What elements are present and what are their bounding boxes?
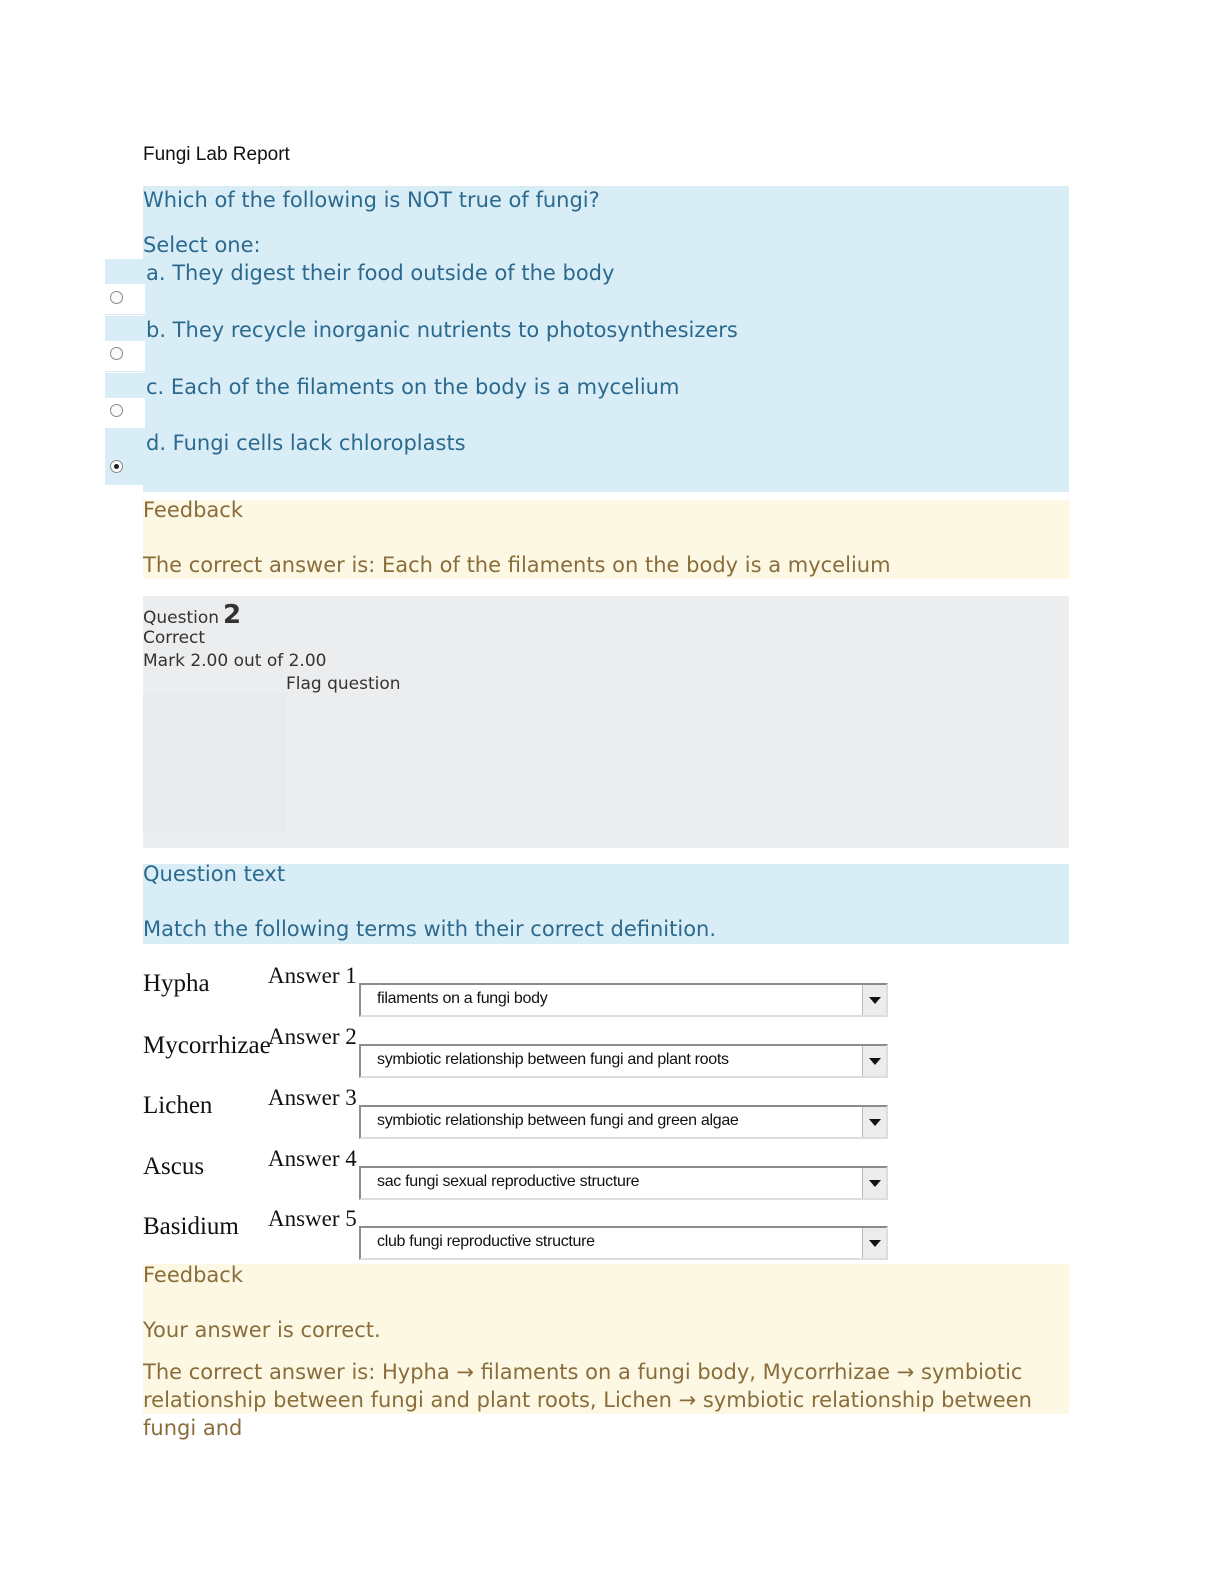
answer-label: Answer 4 (268, 1146, 357, 1171)
answer-label: Answer 3 (268, 1085, 357, 1110)
feedback-correct-answer: The correct answer is: Hypha → filaments on a fungi body, Mycorrhizae → symbiotic relationship between fungi and plant roots, Lichen → symbiotic relationship between fungi and (143, 1360, 1032, 1440)
answer-select-5[interactable] (359, 1226, 888, 1260)
feedback-correct-answer: The correct answer is: Each of the filaments on the body is a mycelium (143, 553, 891, 577)
answer-select-1[interactable] (359, 983, 888, 1017)
chevron-down-icon[interactable] (862, 985, 886, 1015)
feedback-title: Feedback (143, 498, 244, 522)
selected-value: club fungi reproductive structure (377, 1233, 595, 1250)
option-b-label[interactable]: b. They recycle inorganic nutrients to photosynthesizers (146, 318, 738, 342)
document-title: Fungi Lab Report (143, 144, 290, 165)
answer-label: Answer 2 (268, 1024, 357, 1049)
answer-select-2[interactable] (359, 1044, 888, 1078)
selected-value: symbiotic relationship between fungi and plant roots (377, 1051, 729, 1068)
radio-option-a[interactable] (110, 291, 123, 304)
question-text-heading: Question text (143, 862, 286, 886)
question-mark: Mark 2.00 out of 2.00 (143, 651, 327, 671)
selected-value: symbiotic relationship between fungi and green algae (377, 1112, 739, 1129)
question-number-value: 2 (223, 600, 242, 630)
selected-value: filaments on a fungi body (377, 990, 548, 1007)
question-number (143, 600, 241, 630)
flag-icon-area[interactable] (143, 694, 286, 832)
selected-value: sac fungi sexual reproductive structure (377, 1173, 640, 1190)
option-d-label[interactable]: d. Fungi cells lack chloroplasts (146, 431, 466, 455)
question-label: Question (143, 608, 220, 628)
radio-option-d[interactable] (110, 460, 123, 473)
radio-option-c[interactable] (110, 404, 123, 417)
flag-question-link[interactable]: Flag question (286, 674, 401, 694)
question-status: Correct (143, 628, 206, 648)
question1-text: Which of the following is NOT true of fungi? (143, 188, 600, 212)
term-mycorrhizae: Mycorrhizae (143, 1032, 271, 1059)
chevron-down-icon[interactable] (862, 1168, 886, 1198)
term-hypha: Hypha (143, 970, 210, 997)
radio-option-b[interactable] (110, 347, 123, 360)
answer-label: Answer 5 (268, 1206, 357, 1231)
term-lichen: Lichen (143, 1092, 213, 1119)
question-text-body: Match the following terms with their correct definition. (143, 917, 717, 941)
chevron-down-icon[interactable] (862, 1228, 886, 1258)
term-basidium: Basidium (143, 1213, 239, 1240)
option-a-label[interactable]: a. They digest their food outside of the body (146, 261, 615, 285)
option-tab (105, 429, 145, 485)
option-c-label[interactable]: c. Each of the filaments on the body is a mycelium (146, 375, 680, 399)
chevron-down-icon[interactable] (862, 1046, 886, 1076)
feedback-title: Feedback (143, 1263, 244, 1287)
answer-label: Answer 1 (268, 963, 357, 988)
answer-select-4[interactable] (359, 1166, 888, 1200)
select-one-prompt: Select one: (143, 233, 261, 257)
answer-select-3[interactable] (359, 1105, 888, 1139)
feedback-result: Your answer is correct. (143, 1318, 381, 1342)
term-ascus: Ascus (143, 1153, 205, 1180)
chevron-down-icon[interactable] (862, 1107, 886, 1137)
